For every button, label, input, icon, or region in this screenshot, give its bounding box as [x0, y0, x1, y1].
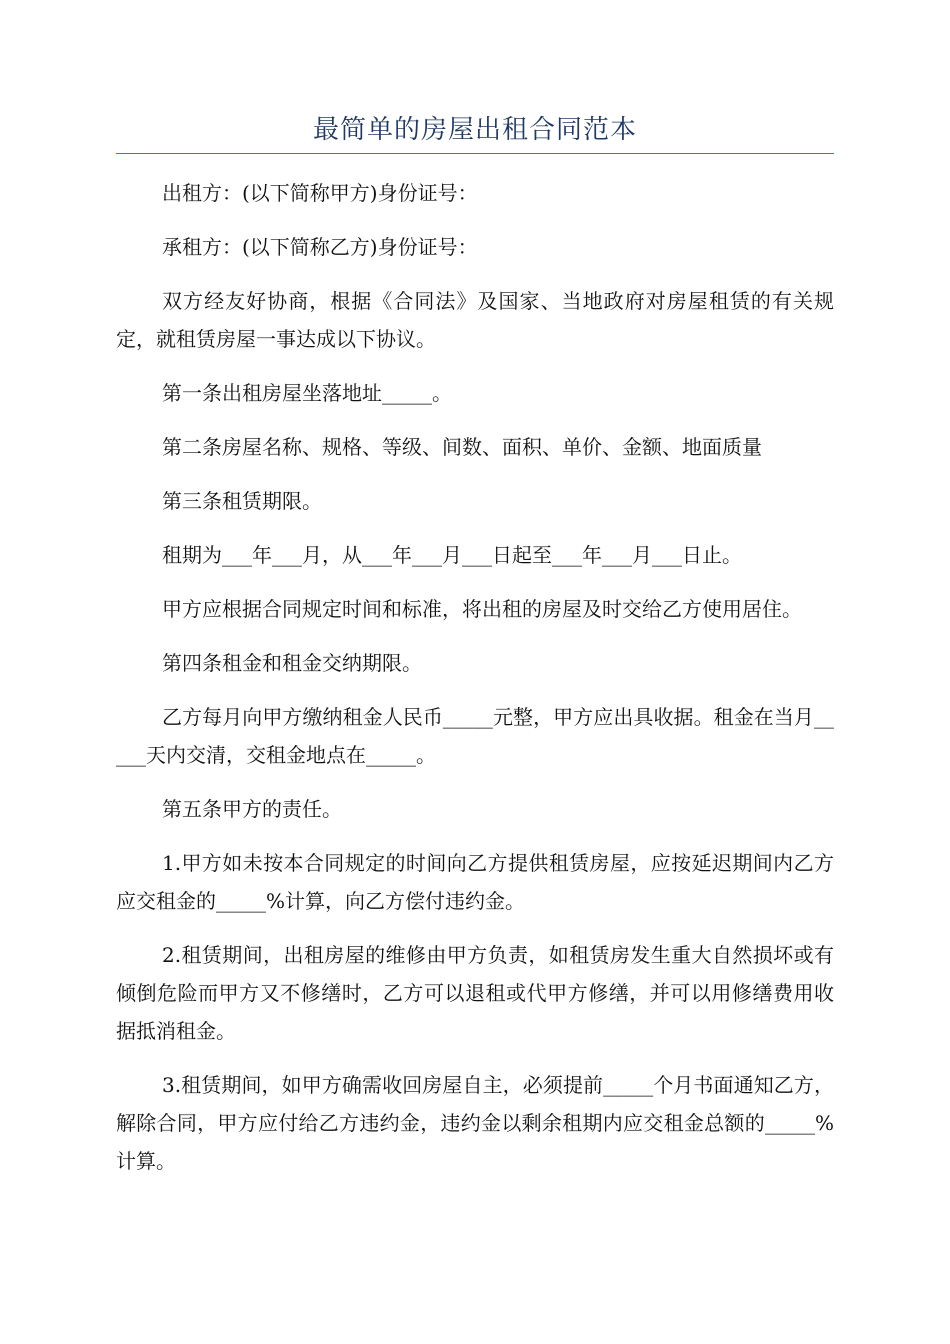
paragraph-handover: 甲方应根据合同规定时间和标准，将出租的房屋及时交给乙方使用居住。 [162, 597, 802, 621]
document-title: 最简单的房屋出租合同范本 [312, 115, 637, 145]
paragraph-clause-3: 3.租赁期间，如甲方确需收回房屋自主，必须提前_____个月书面通知乙方，解除合同，甲方应付给乙方违约金，违约金以剩余租期内应交租金总额的_____%计算。 [116, 1073, 834, 1173]
paragraph-article-5: 第五条甲方的责任。 [162, 797, 342, 821]
paragraph-article-4: 第四条租金和租金交纳期限。 [162, 651, 422, 675]
title-underline [116, 153, 834, 154]
document-body [116, 174, 834, 1196]
paragraph-preamble: 双方经友好协商，根据《合同法》及国家、当地政府对房屋租赁的有关规定，就租赁房屋一事达成以下协议。 [116, 289, 834, 351]
paragraph-clause-1: 1.甲方如未按本合同规定的时间向乙方提供租赁房屋，应按延迟期间内乙方应交租金的_____%计算，向乙方偿付违约金。 [116, 851, 834, 913]
paragraph-lessee: 承租方：(以下简称乙方)身份证号： [162, 235, 478, 259]
paragraph-clause-2: 2.租赁期间，出租房屋的维修由甲方负责，如租赁房发生重大自然损坏或有倾倒危险而甲方又不修缮时，乙方可以退租或代甲方修缮，并可以用修缮费用收据抵消租金。 [116, 943, 834, 1043]
paragraph-lease-term: 租期为___年___月，从___年___月___日起至___年___月___日止。 [162, 543, 742, 567]
paragraph-article-1: 第一条出租房屋坐落地址_____。 [162, 381, 452, 405]
paragraph-lessor: 出租方：(以下简称甲方)身份证号： [162, 181, 478, 205]
paragraph-article-2: 第二条房屋名称、规格、等级、间数、面积、单价、金额、地面质量 [162, 435, 762, 459]
paragraph-article-3: 第三条租赁期限。 [162, 489, 322, 513]
paragraph-rent-payment: 乙方每月向甲方缴纳租金人民币_____元整，甲方应出具收据。租金在当月_____天内交清，交租金地点在_____。 [116, 705, 834, 767]
